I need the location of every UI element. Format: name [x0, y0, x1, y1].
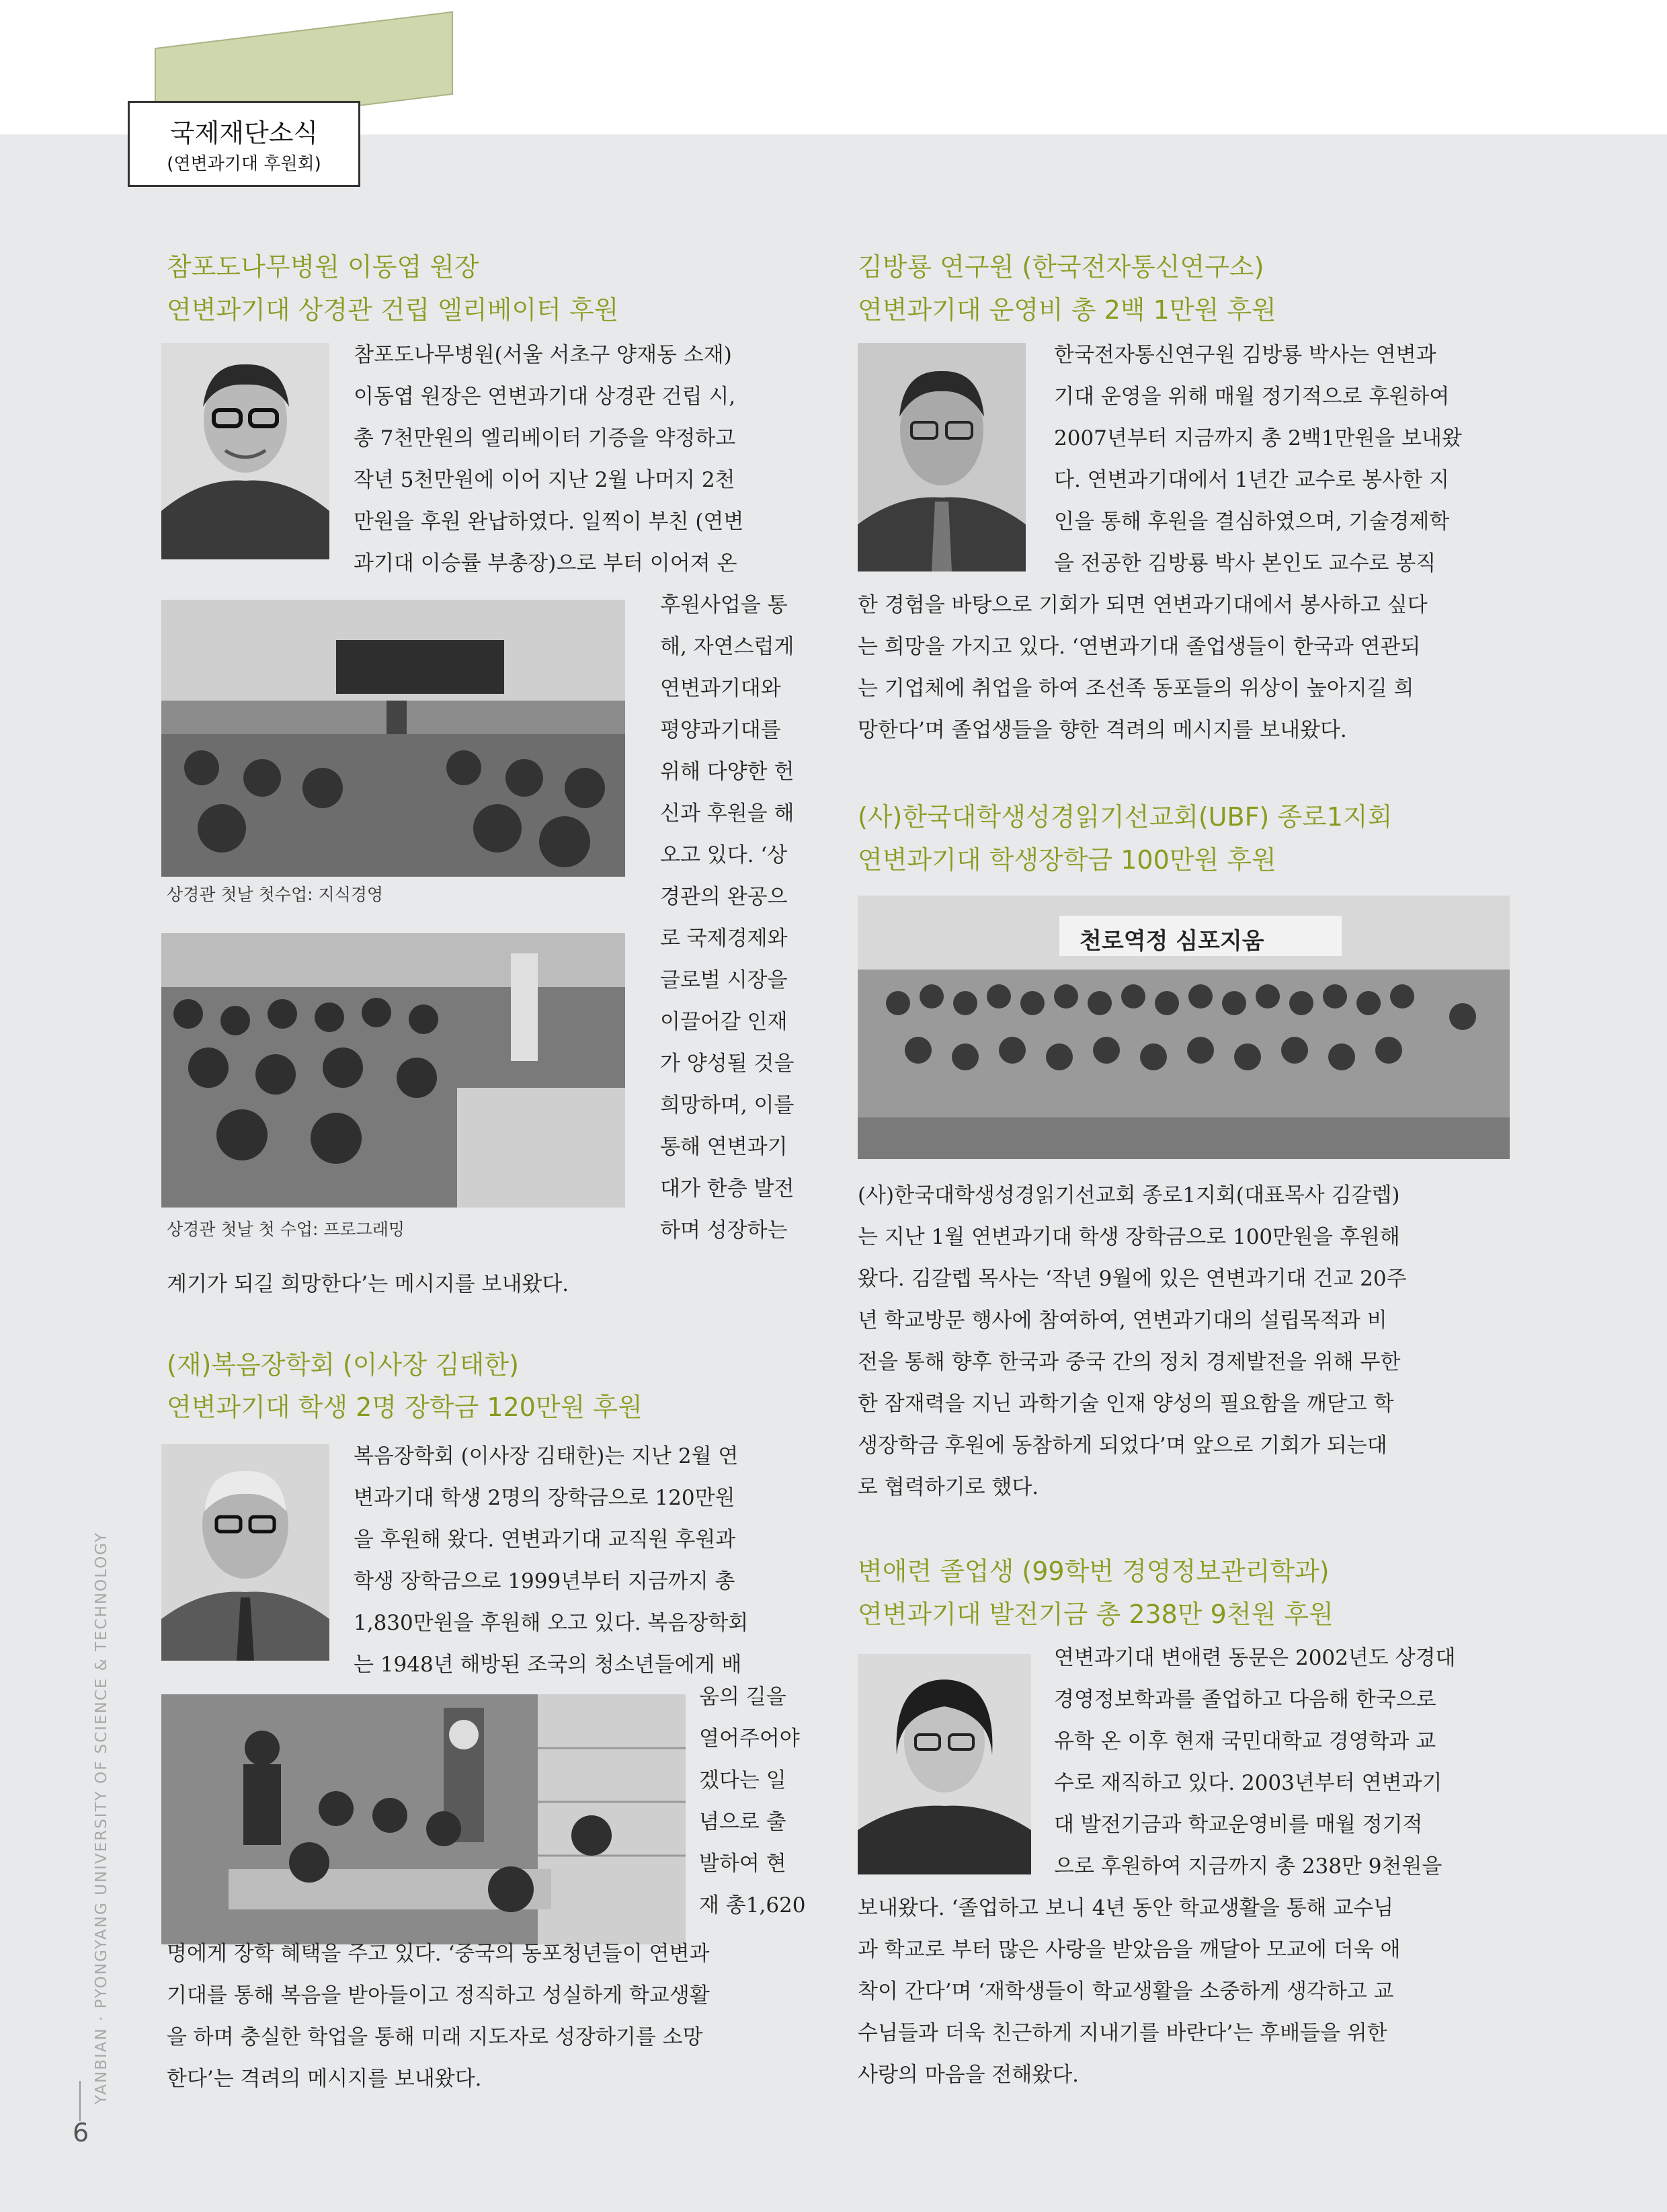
article-3-line: 망한다’며 졸업생들을 향한 격려의 메시지를 보내왔다.	[858, 718, 1347, 742]
article-2-photo-meeting	[161, 1694, 686, 1944]
article-1-line: 경관의 완공으	[660, 885, 788, 909]
article-1-line: 하며 성장하는	[660, 1218, 788, 1242]
article-3-line: 한국전자통신연구원 김방룡 박사는 연변과	[1054, 343, 1436, 367]
article-2-line: 1,830만원을 후원해 오고 있다. 복음장학회	[354, 1611, 749, 1635]
article-1-line: 연변과기대와	[660, 676, 781, 701]
article-2-line: 움의 길을	[699, 1685, 786, 1709]
page-number: 6	[73, 2118, 89, 2147]
article-3-line: 2007년부터 지금까지 총 2백1만원을 보내왔	[1054, 426, 1462, 450]
article-1-line: 로 국제경제와	[660, 926, 788, 951]
article-1-photo-students	[161, 933, 625, 1208]
article-1-line: 계기가 되길 희망한다’는 메시지를 보내왔다.	[167, 1272, 569, 1296]
article-1-line: 이동엽 원장은 연변과기대 상경관 건립 시,	[354, 385, 736, 409]
article-4-line: (사)한국대학생성경읽기선교회 종로1지회(대표목사 김갈렙)	[858, 1183, 1400, 1208]
article-5-line: 착이 간다’며 ‘재학생들이 학교생활을 소중하게 생각하고 교	[858, 1979, 1394, 2004]
article-3-line: 인을 통해 후원을 결심하였으며, 기술경제학	[1054, 510, 1450, 534]
article-3-heading-1: 김방룡 연구원 (한국전자통신연구소)	[858, 252, 1264, 282]
article-1-line: 통해 연변과기	[660, 1135, 788, 1159]
article-5-line: 보내왔다. ‘졸업하고 보니 4년 동안 학교생활을 통해 교수님	[858, 1896, 1394, 1920]
article-4-line: 로 협력하기로 했다.	[858, 1475, 1039, 1499]
article-1-line: 위해 다양한 헌	[660, 760, 795, 784]
article-4-line: 생장학금 후원에 동참하게 되었다’며 앞으로 기회가 되는대	[858, 1433, 1387, 1458]
article-2-line: 명에게 장학 혜택을 주고 있다. ‘중국의 동포청년들이 연변과	[167, 1942, 710, 1966]
article-5-portrait	[858, 1654, 1031, 1874]
article-2-line: 학생 장학금으로 1999년부터 지금까지 총	[354, 1569, 735, 1593]
article-2-portrait	[161, 1444, 329, 1661]
article-2-line: 발하여 현	[699, 1852, 786, 1876]
article-3-line: 한 경험을 바탕으로 기회가 되면 연변과기대에서 봉사하고 싶다	[858, 593, 1428, 617]
article-2-line: 는 1948년 해방된 조국의 청소년들에게 배	[354, 1653, 742, 1677]
university-sidebar-text: YANBIAN · PYONGYANG UNIVERSITY OF SCIENCE & TECHNOLOGY	[93, 1531, 110, 2104]
article-1-line: 작년 5천만원에 이어 지난 2월 나머지 2천	[354, 468, 735, 492]
article-2-line: 열어주어야	[699, 1727, 800, 1751]
article-5-line: 수로 재직하고 있다. 2003년부터 연변과기	[1054, 1771, 1442, 1795]
article-3-line: 을 전공한 김방룡 박사 본인도 교수로 봉직	[1054, 551, 1436, 576]
article-1-line: 과기대 이승률 부총장)으로 부터 이어져 온	[354, 551, 737, 576]
article-1-line: 대가 한층 발전	[660, 1177, 795, 1201]
article-2-line: 을 하며 충실한 학업을 통해 미래 지도자로 성장하기를 소망	[167, 2025, 703, 2049]
article-5-line: 사랑의 마음을 전해왔다.	[858, 2063, 1080, 2087]
article-2-line: 복음장학회 (이사장 김태한)는 지난 2월 연	[354, 1444, 739, 1468]
article-1-portrait	[161, 343, 329, 559]
article-2-heading-2: 연변과기대 학생 2명 장학금 120만원 후원	[167, 1392, 643, 1422]
article-3-portrait	[858, 343, 1026, 571]
article-2-line: 념으로 출	[699, 1810, 786, 1834]
article-4-heading-1: (사)한국대학생성경읽기선교회(UBF) 종로1지회	[858, 802, 1393, 832]
article-5-line: 으로 후원하여 지금까지 총 238만 9천원을	[1054, 1854, 1442, 1879]
article-2-line: 겠다는 일	[699, 1768, 786, 1792]
section-tab	[128, 101, 360, 187]
section-tab-title: 국제재단소식	[169, 118, 319, 148]
article-5-heading-1: 변애련 졸업생 (99학번 경영정보관리학과)	[858, 1556, 1330, 1586]
article-5-line: 과 학교로 부터 많은 사랑을 받았음을 깨달아 모교에 더욱 애	[858, 1938, 1401, 1962]
article-3-line: 다. 연변과기대에서 1년간 교수로 봉사한 지	[1054, 468, 1449, 492]
article-5-line: 유학 온 이후 현재 국민대학교 경영학과 교	[1054, 1729, 1436, 1753]
article-4-banner-text: 천로역정 심포지움	[1080, 928, 1264, 955]
article-5-line: 수님들과 더욱 친근하게 지내기를 바란다’는 후배들을 위한	[858, 2021, 1387, 2045]
article-3-line: 는 기업체에 취업을 하여 조선족 동포들의 위상이 높아지길 희	[858, 676, 1414, 701]
article-1-line: 참포도나무병원(서울 서초구 양재동 소재)	[354, 343, 732, 367]
article-1-line: 이끌어갈 인재	[660, 1010, 788, 1034]
article-3-line: 기대 운영을 위해 매월 정기적으로 후원하여	[1054, 385, 1450, 409]
article-4-group-photo	[858, 896, 1510, 1159]
article-2-line: 한다’는 격려의 메시지를 보내왔다.	[167, 2067, 482, 2091]
article-1-line: 오고 있다. ‘상	[660, 843, 788, 867]
article-3-line: 는 희망을 가지고 있다. ‘연변과기대 졸업생들이 한국과 연관되	[858, 635, 1421, 659]
article-5-line: 대 발전기금과 학교운영비를 매월 정기적	[1054, 1813, 1423, 1837]
article-1-caption-2: 상경관 첫날 첫 수업: 프로그래밍	[167, 1220, 405, 1239]
article-1-caption-1: 상경관 첫날 첫수업: 지식경영	[167, 885, 384, 904]
article-2-line: 재 총1,620	[699, 1893, 806, 1918]
article-1-heading-2: 연변과기대 상경관 건립 엘리베이터 후원	[167, 295, 619, 325]
article-1-line: 해, 자연스럽게	[660, 635, 795, 659]
article-1-line: 만원을 후원 완납하였다. 일찍이 부친 (연변	[354, 510, 744, 534]
article-1-line: 후원사업을 통	[660, 593, 788, 617]
article-1-line: 가 양성될 것을	[660, 1052, 795, 1076]
article-4-line: 왔다. 김갈렙 목사는 ‘작년 9월에 있은 연변과기대 건교 20주	[858, 1267, 1407, 1291]
page-number-rule	[79, 2081, 81, 2121]
article-1-line: 희망하며, 이를	[660, 1093, 795, 1117]
article-5-line: 경영정보학과를 졸업하고 다음해 한국으로	[1054, 1688, 1436, 1712]
article-1-heading-1: 참포도나무병원 이동엽 원장	[167, 252, 479, 282]
article-1-line: 총 7천만원의 엘리베이터 기증을 약정하고	[354, 426, 736, 450]
article-1-photo-lecture	[161, 600, 625, 877]
article-2-line: 변과기대 학생 2명의 장학금으로 120만원	[354, 1486, 735, 1510]
article-4-line: 년 학교방문 행사에 참여하여, 연변과기대의 설립목적과 비	[858, 1308, 1387, 1333]
article-4-line: 는 지난 1월 연변과기대 학생 장학금으로 100만원을 후원해	[858, 1225, 1400, 1249]
article-4-line: 전을 통해 향후 한국과 중국 간의 정치 경제발전을 위해 무한	[858, 1350, 1401, 1374]
article-5-heading-2: 연변과기대 발전기금 총 238만 9천원 후원	[858, 1599, 1334, 1629]
section-tab-subtitle: (연변과기대 후원회)	[167, 154, 321, 174]
article-4-line: 한 잠재력을 지닌 과학기술 인재 양성의 필요함을 깨닫고 학	[858, 1392, 1394, 1416]
article-3-heading-2: 연변과기대 운영비 총 2백 1만원 후원	[858, 295, 1276, 325]
article-4-heading-2: 연변과기대 학생장학금 100만원 후원	[858, 845, 1276, 875]
article-1-line: 신과 후원을 해	[660, 801, 795, 826]
article-2-line: 을 후원해 왔다. 연변과기대 교직원 후원과	[354, 1528, 736, 1552]
article-2-heading-1: (재)복음장학회 (이사장 김태한)	[167, 1350, 519, 1380]
article-1-line: 글로벌 시장을	[660, 968, 788, 992]
article-5-line: 연변과기대 변애련 동문은 2002년도 상경대	[1054, 1646, 1456, 1670]
article-2-line: 기대를 통해 복음을 받아들이고 정직하고 성실하게 학교생활	[167, 1983, 710, 2008]
article-1-line: 평양과기대를	[660, 718, 781, 742]
